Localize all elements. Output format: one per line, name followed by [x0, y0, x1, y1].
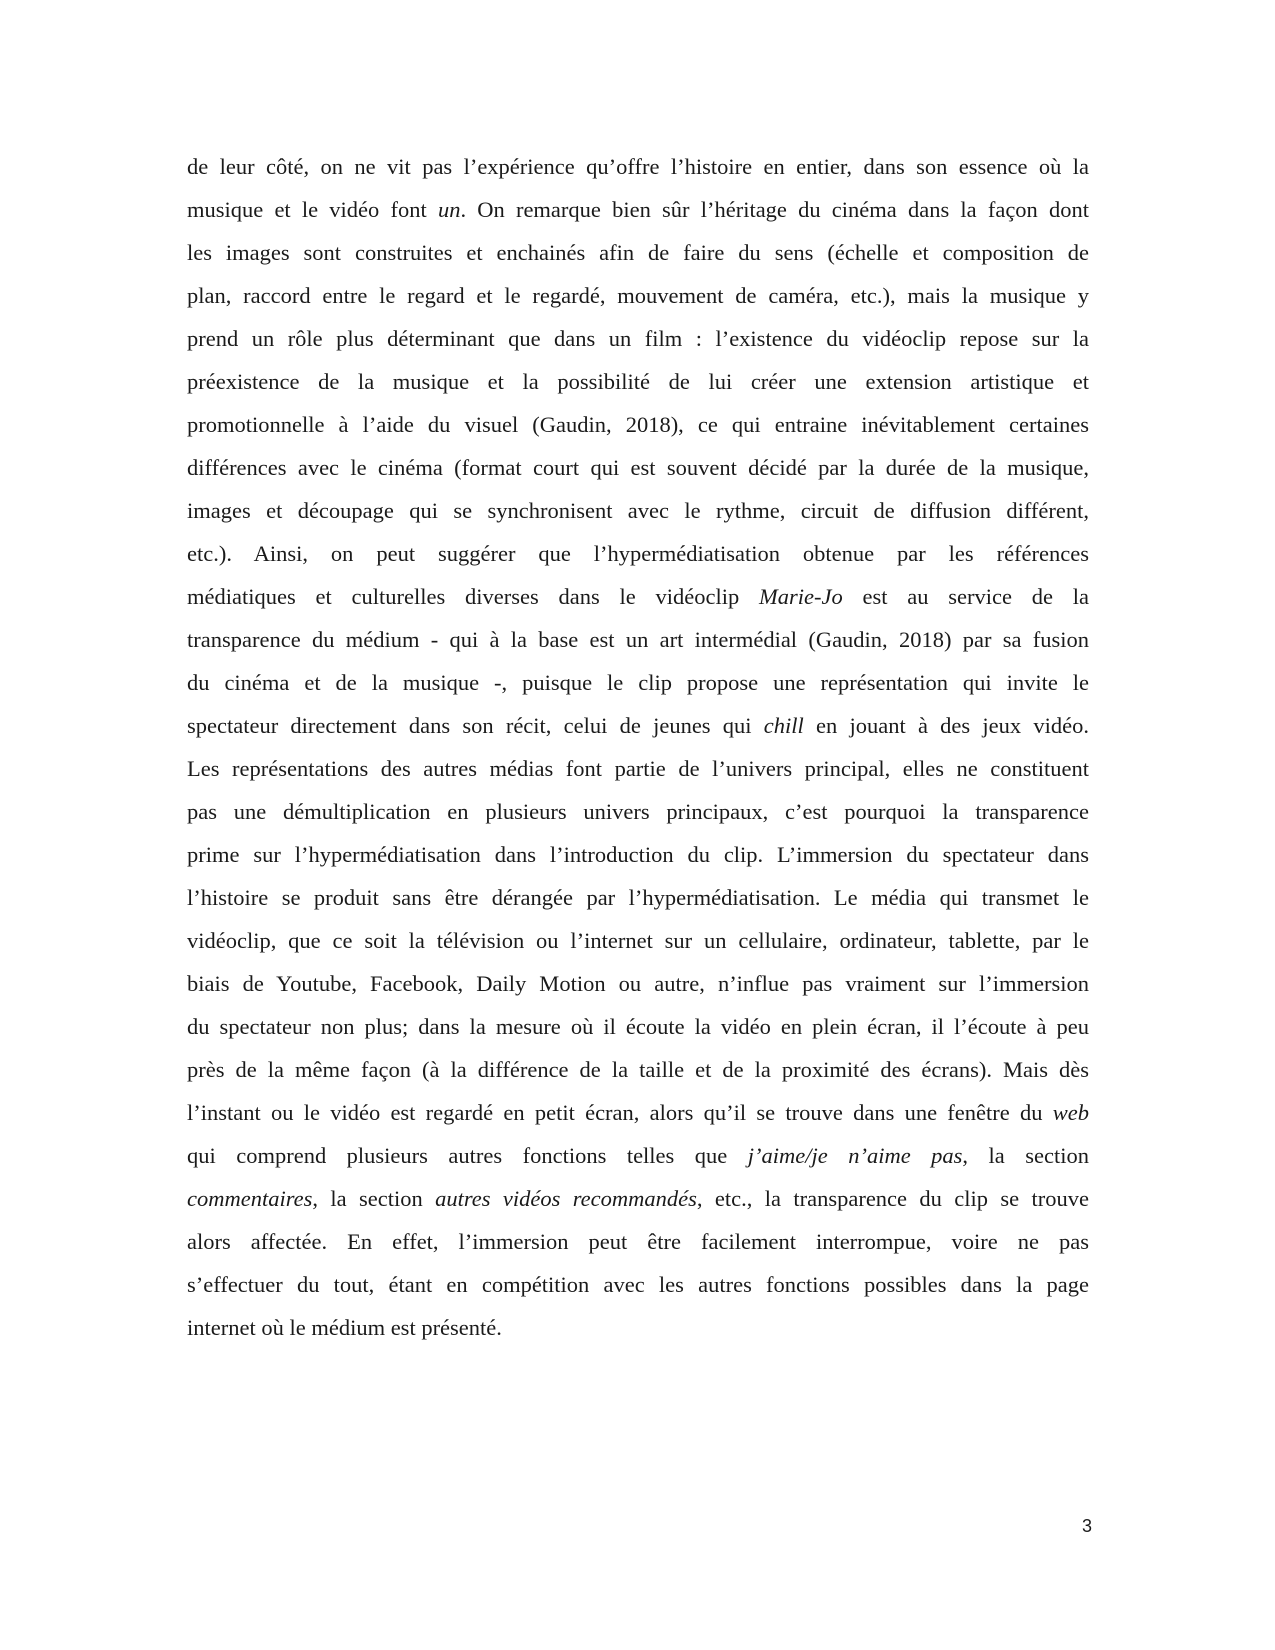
text-run: différences avec le cinéma (format court qui est souvent décidé par la durée de la musique, — [187, 455, 1089, 480]
text-run: biais de Youtube, Facebook, Daily Motion ou autre, n’influe pas vraiment sur l’immersion — [187, 971, 1089, 996]
text-line — [187, 618, 1089, 661]
text-run: de leur côté, on ne vit pas l’expérience qu’offre l’histoire en entier, dans son essence où la — [187, 154, 1089, 179]
text-run: plan, raccord entre le regard et le regardé, mouvement de caméra, etc.), mais la musique y — [187, 283, 1089, 308]
italic-text: autres vidéos recommandés — [435, 1186, 697, 1211]
text-run: préexistence de la musique et la possibilité de lui créer une extension artistique et — [187, 369, 1089, 394]
text-line — [187, 1091, 1089, 1134]
text-line — [187, 1177, 1089, 1220]
text-line — [187, 661, 1089, 704]
text-run: qui comprend plusieurs autres fonctions telles que — [187, 1143, 748, 1168]
text-run: prime sur l’hypermédiatisation dans l’introduction du clip. L’immersion du spectateur dans — [187, 842, 1089, 867]
text-line — [187, 919, 1089, 962]
text-line — [187, 489, 1089, 532]
text-run: , la section — [312, 1186, 436, 1211]
text-line — [187, 1306, 1089, 1349]
text-run: s’effectuer du tout, étant en compétition avec les autres fonctions possibles dans la page — [187, 1272, 1089, 1297]
text-line — [187, 145, 1089, 188]
text-run: . On remarque bien sûr l’héritage du cinéma dans la façon dont — [460, 197, 1090, 222]
text-line — [187, 1220, 1089, 1263]
text-run: promotionnelle à l’aide du visuel (Gaudin, 2018), ce qui entraine inévitablement certaines — [187, 412, 1089, 437]
text-run: musique et le vidéo font — [187, 197, 438, 222]
text-run: vidéoclip, que ce soit la télévision ou l’internet sur un cellulaire, ordinateur, tablette, par le — [187, 928, 1089, 953]
text-line — [187, 1048, 1089, 1091]
text-line — [187, 1134, 1089, 1177]
page-number: 3 — [1081, 1516, 1092, 1536]
italic-text: j’aime/je n’aime pas — [747, 1143, 963, 1168]
text-run: pas une démultiplication en plusieurs univers principaux, c’est pourquoi la transparence — [187, 799, 1089, 824]
text-line — [187, 747, 1089, 790]
body-paragraph — [187, 145, 1089, 1349]
text-run: est au service de la — [842, 584, 1090, 609]
text-line — [187, 317, 1089, 360]
text-run: prend un rôle plus déterminant que dans un film : l’existence du vidéoclip repose sur la — [187, 326, 1089, 351]
italic-text: Marie-Jo — [759, 584, 843, 609]
text-line — [187, 876, 1089, 919]
italic-text: un — [437, 197, 461, 222]
text-line — [187, 833, 1089, 876]
italic-text: commentaires — [187, 1186, 313, 1211]
text-run: , la section — [962, 1143, 1089, 1168]
text-line — [187, 446, 1089, 489]
text-run: du spectateur non plus; dans la mesure où il écoute la vidéo en plein écran, il l’écoute à peu — [187, 1014, 1089, 1039]
text-line — [187, 403, 1089, 446]
text-run: Les représentations des autres médias font partie de l’univers principal, elles ne constituent — [187, 756, 1089, 781]
text-run: l’histoire se produit sans être dérangée par l’hypermédiatisation. Le média qui transmet le — [187, 885, 1089, 910]
text-run: l’instant ou le vidéo est regardé en petit écran, alors qu’il se trouve dans une fenêtre du — [187, 1100, 1053, 1125]
text-run: , etc., la transparence du clip se trouve — [696, 1186, 1089, 1211]
text-line — [187, 1005, 1089, 1048]
text-line — [187, 274, 1089, 317]
text-line — [187, 532, 1089, 575]
text-run: internet où le médium est présenté. — [187, 1315, 502, 1340]
text-line — [187, 360, 1089, 403]
text-run: alors affectée. En effet, l’immersion peut être facilement interrompue, voire ne pas — [187, 1229, 1089, 1254]
text-run: spectateur directement dans son récit, celui de jeunes qui — [187, 713, 764, 738]
text-run: les images sont construites et enchainés afin de faire du sens (échelle et composition de — [187, 240, 1089, 265]
italic-text: chill — [763, 713, 804, 738]
text-run: images et découpage qui se synchronisent avec le rythme, circuit de diffusion différent, — [187, 498, 1089, 523]
text-run: du cinéma et de la musique -, puisque le clip propose une représentation qui invite le — [187, 670, 1089, 695]
text-line — [187, 575, 1089, 618]
text-line — [187, 1263, 1089, 1306]
italic-text: web — [1052, 1100, 1089, 1125]
text-line — [187, 962, 1089, 1005]
text-run: médiatiques et culturelles diverses dans le vidéoclip — [187, 584, 760, 609]
text-run: etc.). Ainsi, on peut suggérer que l’hypermédiatisation obtenue par les références — [187, 541, 1089, 566]
text-line — [187, 790, 1089, 833]
text-line — [187, 704, 1089, 747]
text-run: transparence du médium - qui à la base est un art intermédial (Gaudin, 2018) par sa fusion — [187, 627, 1089, 652]
text-run: en jouant à des jeux vidéo. — [803, 713, 1089, 738]
text-line — [187, 188, 1089, 231]
text-line — [187, 231, 1089, 274]
text-run: près de la même façon (à la différence de la taille et de la proximité des écrans). Mais dès — [187, 1057, 1089, 1082]
